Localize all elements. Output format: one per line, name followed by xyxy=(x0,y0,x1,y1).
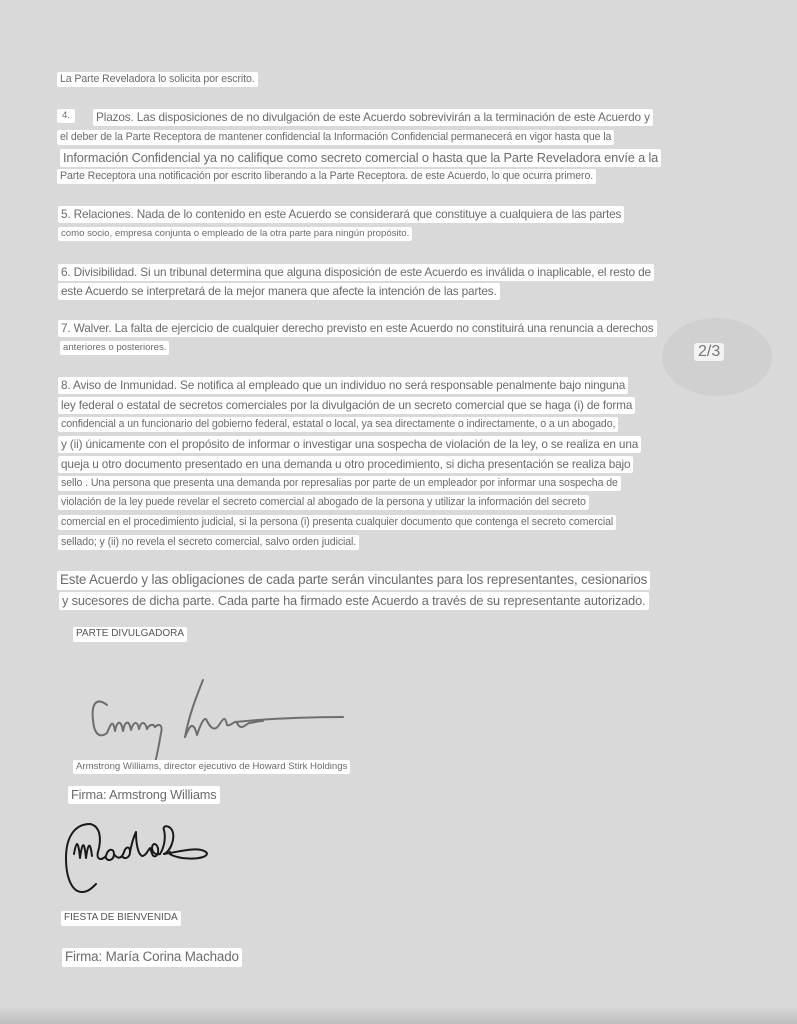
page-indicator: 2/3 xyxy=(694,343,724,361)
clause-8-line: confidencial a un funcionario del gobierno federal, estatal o local, ya sea directamente o indirectamente, o a un abogado, xyxy=(58,417,618,432)
party-2-firma: Firma: María Corina Machado xyxy=(62,948,242,967)
clause-6-line: este Acuerdo se interpretará de la mejor manera que afecte la intención de las partes. xyxy=(58,283,500,300)
clause-5-line: 5. Relaciones. Nada de lo contenido en este Acuerdo se considerará que constituye a cualquiera de las partes xyxy=(58,206,624,223)
bottom-edge-shadow xyxy=(0,1008,797,1024)
clause-4-number: 4. xyxy=(57,109,75,123)
party-1-title-line: Armstrong Williams, director ejecutivo de Howard Stirk Holdings xyxy=(73,760,350,774)
closing-line: y sucesores de dicha parte. Cada parte ha firmado este Acuerdo a través de su representante autorizado. xyxy=(59,592,649,610)
clause-6-line: 6. Divisibilidad. Si un tribunal determina que alguna disposición de este Acuerdo es inválida o inaplicable, el resto de xyxy=(58,264,654,281)
clause-8-line: queja u otro documento presentado en una demanda u otro procedimiento, si dicha presentación se realiza bajo xyxy=(58,456,633,473)
closing-line: Este Acuerdo y las obligaciones de cada parte serán vinculantes para los representantes, cesionarios xyxy=(57,571,650,590)
signature-armstrong-williams xyxy=(85,675,350,765)
party-1-firma: Firma: Armstrong Williams xyxy=(68,786,220,804)
clause-8-line: sello . Una persona que presenta una demanda por represalias por parte de un empleador por informar una sospecha de xyxy=(58,476,621,491)
clause-4-line: el deber de la Parte Receptora de mantener confidencial la Información Confidencial permanecerá en vigor hasta que la xyxy=(57,130,614,145)
clause-5-line: como socio, empresa conjunta o empleado de la otra parte para ningún propósito. xyxy=(58,227,412,241)
clause-8-line: comercial en el procedimiento judicial, si la persona (i) presenta cualquier documento que contenga el secreto comercial xyxy=(58,515,616,530)
clause-8-line: y (ii) únicamente con el propósito de informar o investigar una sospecha de violación de la ley, o se realiza en una xyxy=(58,436,641,453)
party-1-heading: PARTE DIVULGADORA xyxy=(73,627,187,642)
party-2-heading: FIESTA DE BIENVENIDA xyxy=(61,911,181,926)
clause-4-line: Plazos. Las disposiciones de no divulgación de este Acuerdo sobrevivirán a la terminación de este Acuerdo y xyxy=(93,109,653,126)
clause-7-line: 7. Walver. La falta de ejercicio de cualquier derecho previsto en este Acuerdo no constituirá una renuncia a derechos xyxy=(58,320,657,337)
clause-8-line: 8. Aviso de Inmunidad. Se notifica al empleado que un individuo no será responsable penalmente bajo ninguna xyxy=(58,377,628,394)
clause-7-line: anteriores o posteriores. xyxy=(60,341,169,355)
clause-8-line: ley federal o estatal de secretos comerciales por la divulgación de un secreto comercial que se haga (i) de forma xyxy=(58,397,635,414)
clause-4-line: Información Confidencial ya no califique como secreto comercial o hasta que la Parte Reveladora envíe a la xyxy=(60,149,661,167)
clause-8-line: violación de la ley puede revelar el secreto comercial al abogado de la persona y utilizar la información del secreto xyxy=(58,495,589,510)
clause-4-line: Parte Receptora una notificación por escrito liberando a la Parte Receptora. de este Acuerdo, lo que ocurra primero. xyxy=(57,169,596,184)
signature-machado xyxy=(60,818,220,898)
clause-8-line: sellado; y (ii) no revela el secreto comercial, salvo orden judicial. xyxy=(58,535,359,550)
intro-line: La Parte Reveladora lo solicita por escrito. xyxy=(57,72,258,87)
